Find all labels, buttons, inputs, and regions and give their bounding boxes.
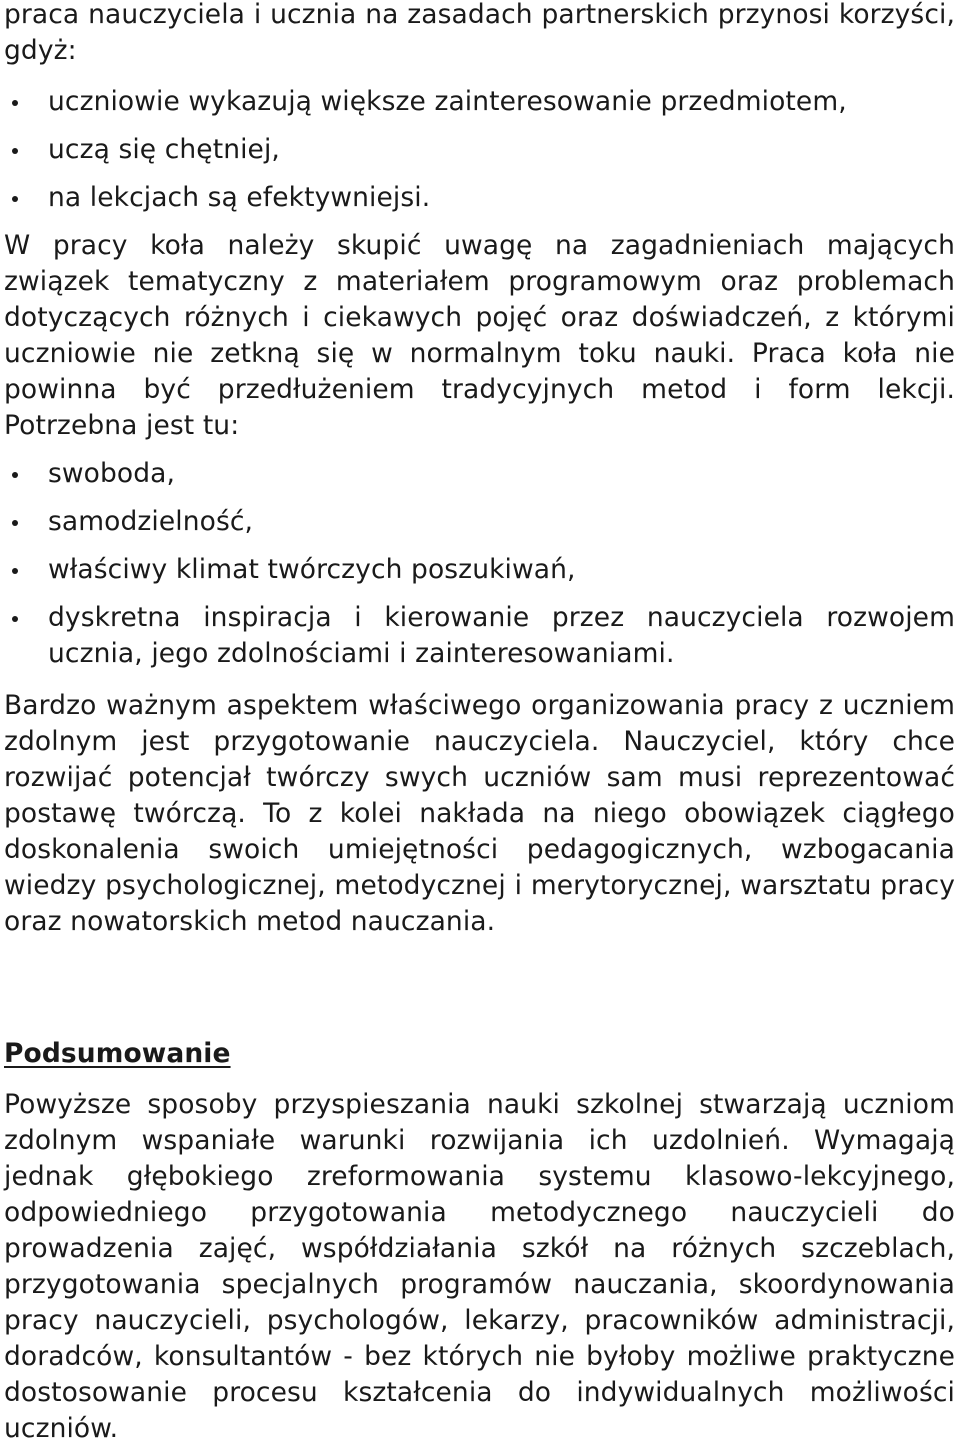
- intro-paragraph: praca nauczyciela i ucznia na zasadach partnerskich przynosi korzyści, gdyż:: [4, 0, 955, 66]
- bullet-icon: [12, 616, 18, 622]
- summary-heading: Podsumowanie: [4, 1038, 231, 1069]
- list-item: [0, 504, 960, 552]
- teacher-paragraph: Bardzo ważnym aspektem właściwego organizowania pracy z uczniem zdolnym jest przygotowanie nauczyciela. Nauczyciel, który chce rozwijać potencjał twórczy swych uczniów sam musi reprezentować postawę twórczą. To z kolei nakłada na niego obowiązek ciągłego doskonalenia swoich umiejętności pedagogicznych, wzbogacania wiedzy psychologicznej, metodycznej i merytorycznej, warsztatu pracy oraz nowatorskich metod nauczania.: [4, 690, 955, 937]
- list-item: [0, 456, 960, 504]
- list-item: [0, 600, 960, 672]
- bullet-icon: [12, 520, 18, 526]
- list-item: [0, 84, 960, 132]
- needs-list: [0, 456, 960, 672]
- club-paragraph: W pracy koła należy skupić uwagę na zagadnieniach mających związek tematyczny z materiałem programowym oraz problemach dotyczących różnych i ciekawych pojęć oraz doświadczeń, z którymi uczniowie nie zetkną się w normalnym toku nauki. Praca koła nie powinna być przedłużeniem tradycyjnych metod i form lekcji. Potrzebna jest tu:: [4, 230, 955, 441]
- bullet-icon: [12, 568, 18, 574]
- bullet-icon: [12, 100, 18, 106]
- bullet-icon: [12, 472, 18, 478]
- list-item: [0, 132, 960, 180]
- list-item-text: samodzielność,: [48, 506, 254, 537]
- list-item-text: uczniowie wykazują większe zainteresowanie przedmiotem,: [48, 86, 847, 117]
- benefits-list: [0, 84, 960, 228]
- summary-paragraph: Powyższe sposoby przyspieszania nauki szkolnej stwarzają uczniom zdolnym wspaniałe warunki rozwijania ich uzdolnień. Wymagają jednak głębokiego zreformowania systemu klasowo-lekcyjnego, odpowiedniego przygotowania metodycznego nauczycieli do prowadzenia zajęć, współdziałania szkół na różnych szczeblach, przygotowania specjalnych programów nauczania, skoordynowania pracy nauczycieli, psychologów, lekarzy, pracowników administracji, doradców, konsultantów - bez których nie byłoby możliwe praktyczne dostosowanie procesu kształcenia do indywidualnych możliwości uczniów.: [4, 1089, 955, 1444]
- list-item-text: swoboda,: [48, 458, 176, 489]
- list-item: [0, 180, 960, 228]
- list-item-text: na lekcjach są efektywniejsi.: [48, 182, 431, 213]
- list-item-text: właściwy klimat twórczych poszukiwań,: [48, 554, 576, 585]
- bullet-icon: [12, 196, 18, 202]
- bullet-icon: [12, 148, 18, 154]
- list-item: [0, 552, 960, 600]
- list-item-text: dyskretna inspiracja i kierowanie przez nauczyciela rozwojem ucznia, jego zdolnościami i zainteresowaniami.: [48, 602, 955, 669]
- list-item-text: uczą się chętniej,: [48, 134, 280, 165]
